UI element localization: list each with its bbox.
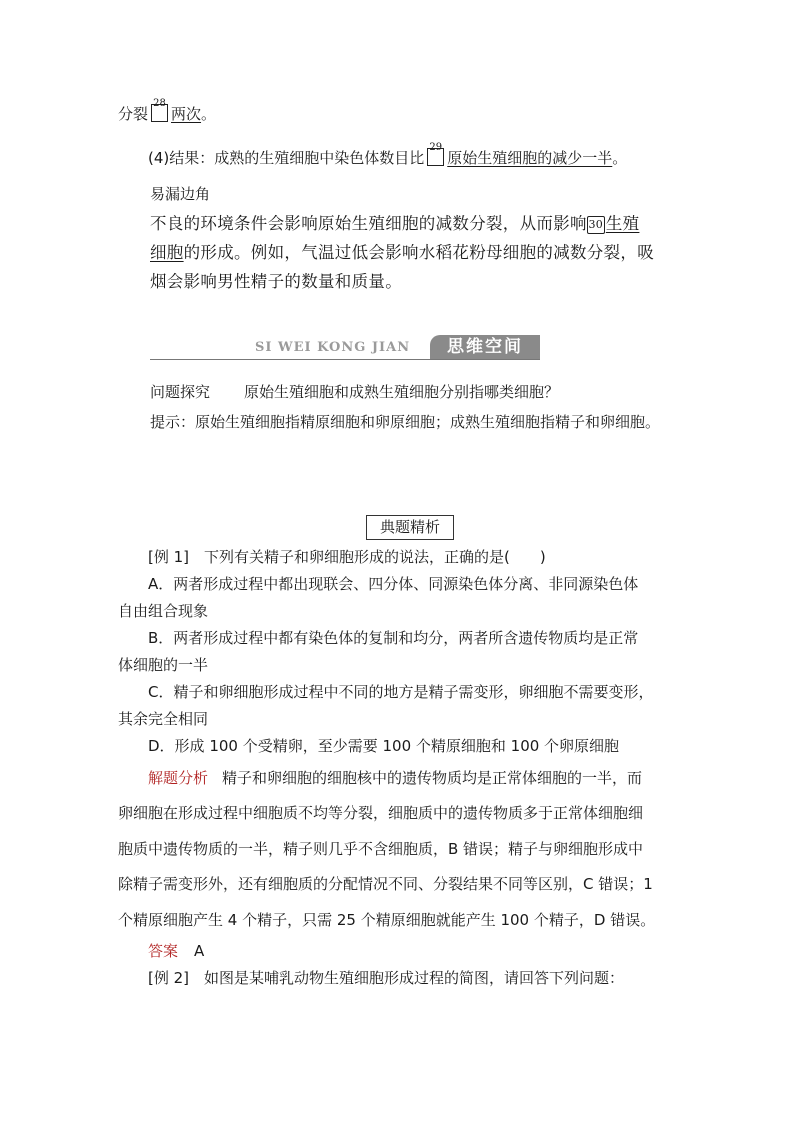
text-line	[148, 142, 628, 168]
text-span: (4)结果：成熟的生殖细胞中染色体数目比	[148, 149, 425, 167]
question-text: 原始生殖细胞和成熟生殖细胞分别指哪类细胞？	[244, 383, 560, 401]
answer-text: 细胞	[150, 243, 184, 262]
option-b-cont: 体细胞的一半	[118, 656, 209, 674]
circled-number: 30	[587, 216, 605, 234]
example-question: [例 2] 如图是某哺乳动物生殖细胞形成过程的简图，请回答下列问题：	[148, 969, 625, 987]
banner-english: SI WEI KONG JIAN	[255, 340, 411, 355]
text-line	[118, 98, 217, 124]
answer-line	[148, 940, 204, 961]
answer-value: A	[194, 942, 205, 960]
text-span: 精子和卵细胞的细胞核中的遗传物质均是正常体细胞的一半，而	[222, 769, 643, 787]
answer-text: 原始生殖细胞的减少一半	[447, 149, 613, 167]
analysis-line: 除精子需变形外，还有细胞质的分配情况不同、分裂结果不同等区别，C 错误；1	[118, 875, 653, 893]
answer-text: 两次	[171, 105, 202, 123]
answer-label: 答案	[148, 942, 179, 960]
answer-text: 生殖	[605, 214, 640, 233]
text-span: 的形成。例如，气温过低会影响水稻花粉母细胞的减数分裂，吸	[183, 243, 655, 262]
option-c-cont: 其余完全相同	[118, 710, 209, 728]
section-title: 典题精析	[366, 515, 454, 540]
blank-number-box	[427, 142, 444, 166]
tip-line	[150, 239, 654, 263]
option-c: C．精子和卵细胞形成过程中不同的地方是精子需变形，卵细胞不需要变形，	[148, 683, 654, 701]
text-span: 。	[612, 149, 628, 167]
option-d: D．形成 100 个受精卵，至少需要 100 个精原细胞和 100 个卵原细胞	[148, 737, 620, 755]
option-a-cont: 自由组合现象	[118, 602, 209, 620]
text-span: 。	[201, 105, 217, 123]
example-question: [例 1] 下列有关精子和卵细胞形成的说法，正确的是( )	[148, 548, 546, 566]
tip-line	[150, 210, 639, 234]
hint-line: 提示：原始生殖细胞指精原细胞和卵原细胞；成熟生殖细胞指精子和卵细胞。	[150, 413, 661, 431]
text-span: 不良的环境条件会影响原始生殖细胞的减数分裂，从而影响	[150, 214, 587, 233]
analysis-line: 个精原细胞产生 4 个精子，只需 25 个精原细胞就能产生 100 个精子，D 错误。	[118, 911, 656, 929]
question-label: 问题探究	[150, 383, 211, 401]
blank-number-box	[151, 98, 168, 122]
tip-line: 烟会影响男性精子的数量和质量。	[150, 272, 402, 291]
analysis-line: 卵细胞在形成过程中细胞质不均等分裂，细胞质中的遗传物质多于正常体细胞细	[118, 804, 644, 822]
analysis-label: 解题分析	[148, 769, 209, 787]
analysis-line	[148, 767, 642, 788]
tip-label: 易漏边角	[150, 185, 211, 203]
text-span: 分裂	[118, 105, 149, 123]
question-line	[150, 381, 559, 402]
analysis-line: 胞质中遗传物质的一半，精子则几乎不含细胞质，B 错误；精子与卵细胞形成中	[118, 840, 644, 858]
banner-title: 思维空间	[430, 335, 540, 359]
option-a: A．两者形成过程中都出现联会、四分体、同源染色体分离、非同源染色体	[148, 575, 639, 593]
banner-rule	[150, 359, 540, 360]
blank-number: 29	[429, 142, 443, 153]
option-b: B．两者形成过程中都有染色体的复制和均分，两者所含遗传物质均是正常	[148, 629, 639, 647]
blank-number: 28	[153, 98, 166, 109]
